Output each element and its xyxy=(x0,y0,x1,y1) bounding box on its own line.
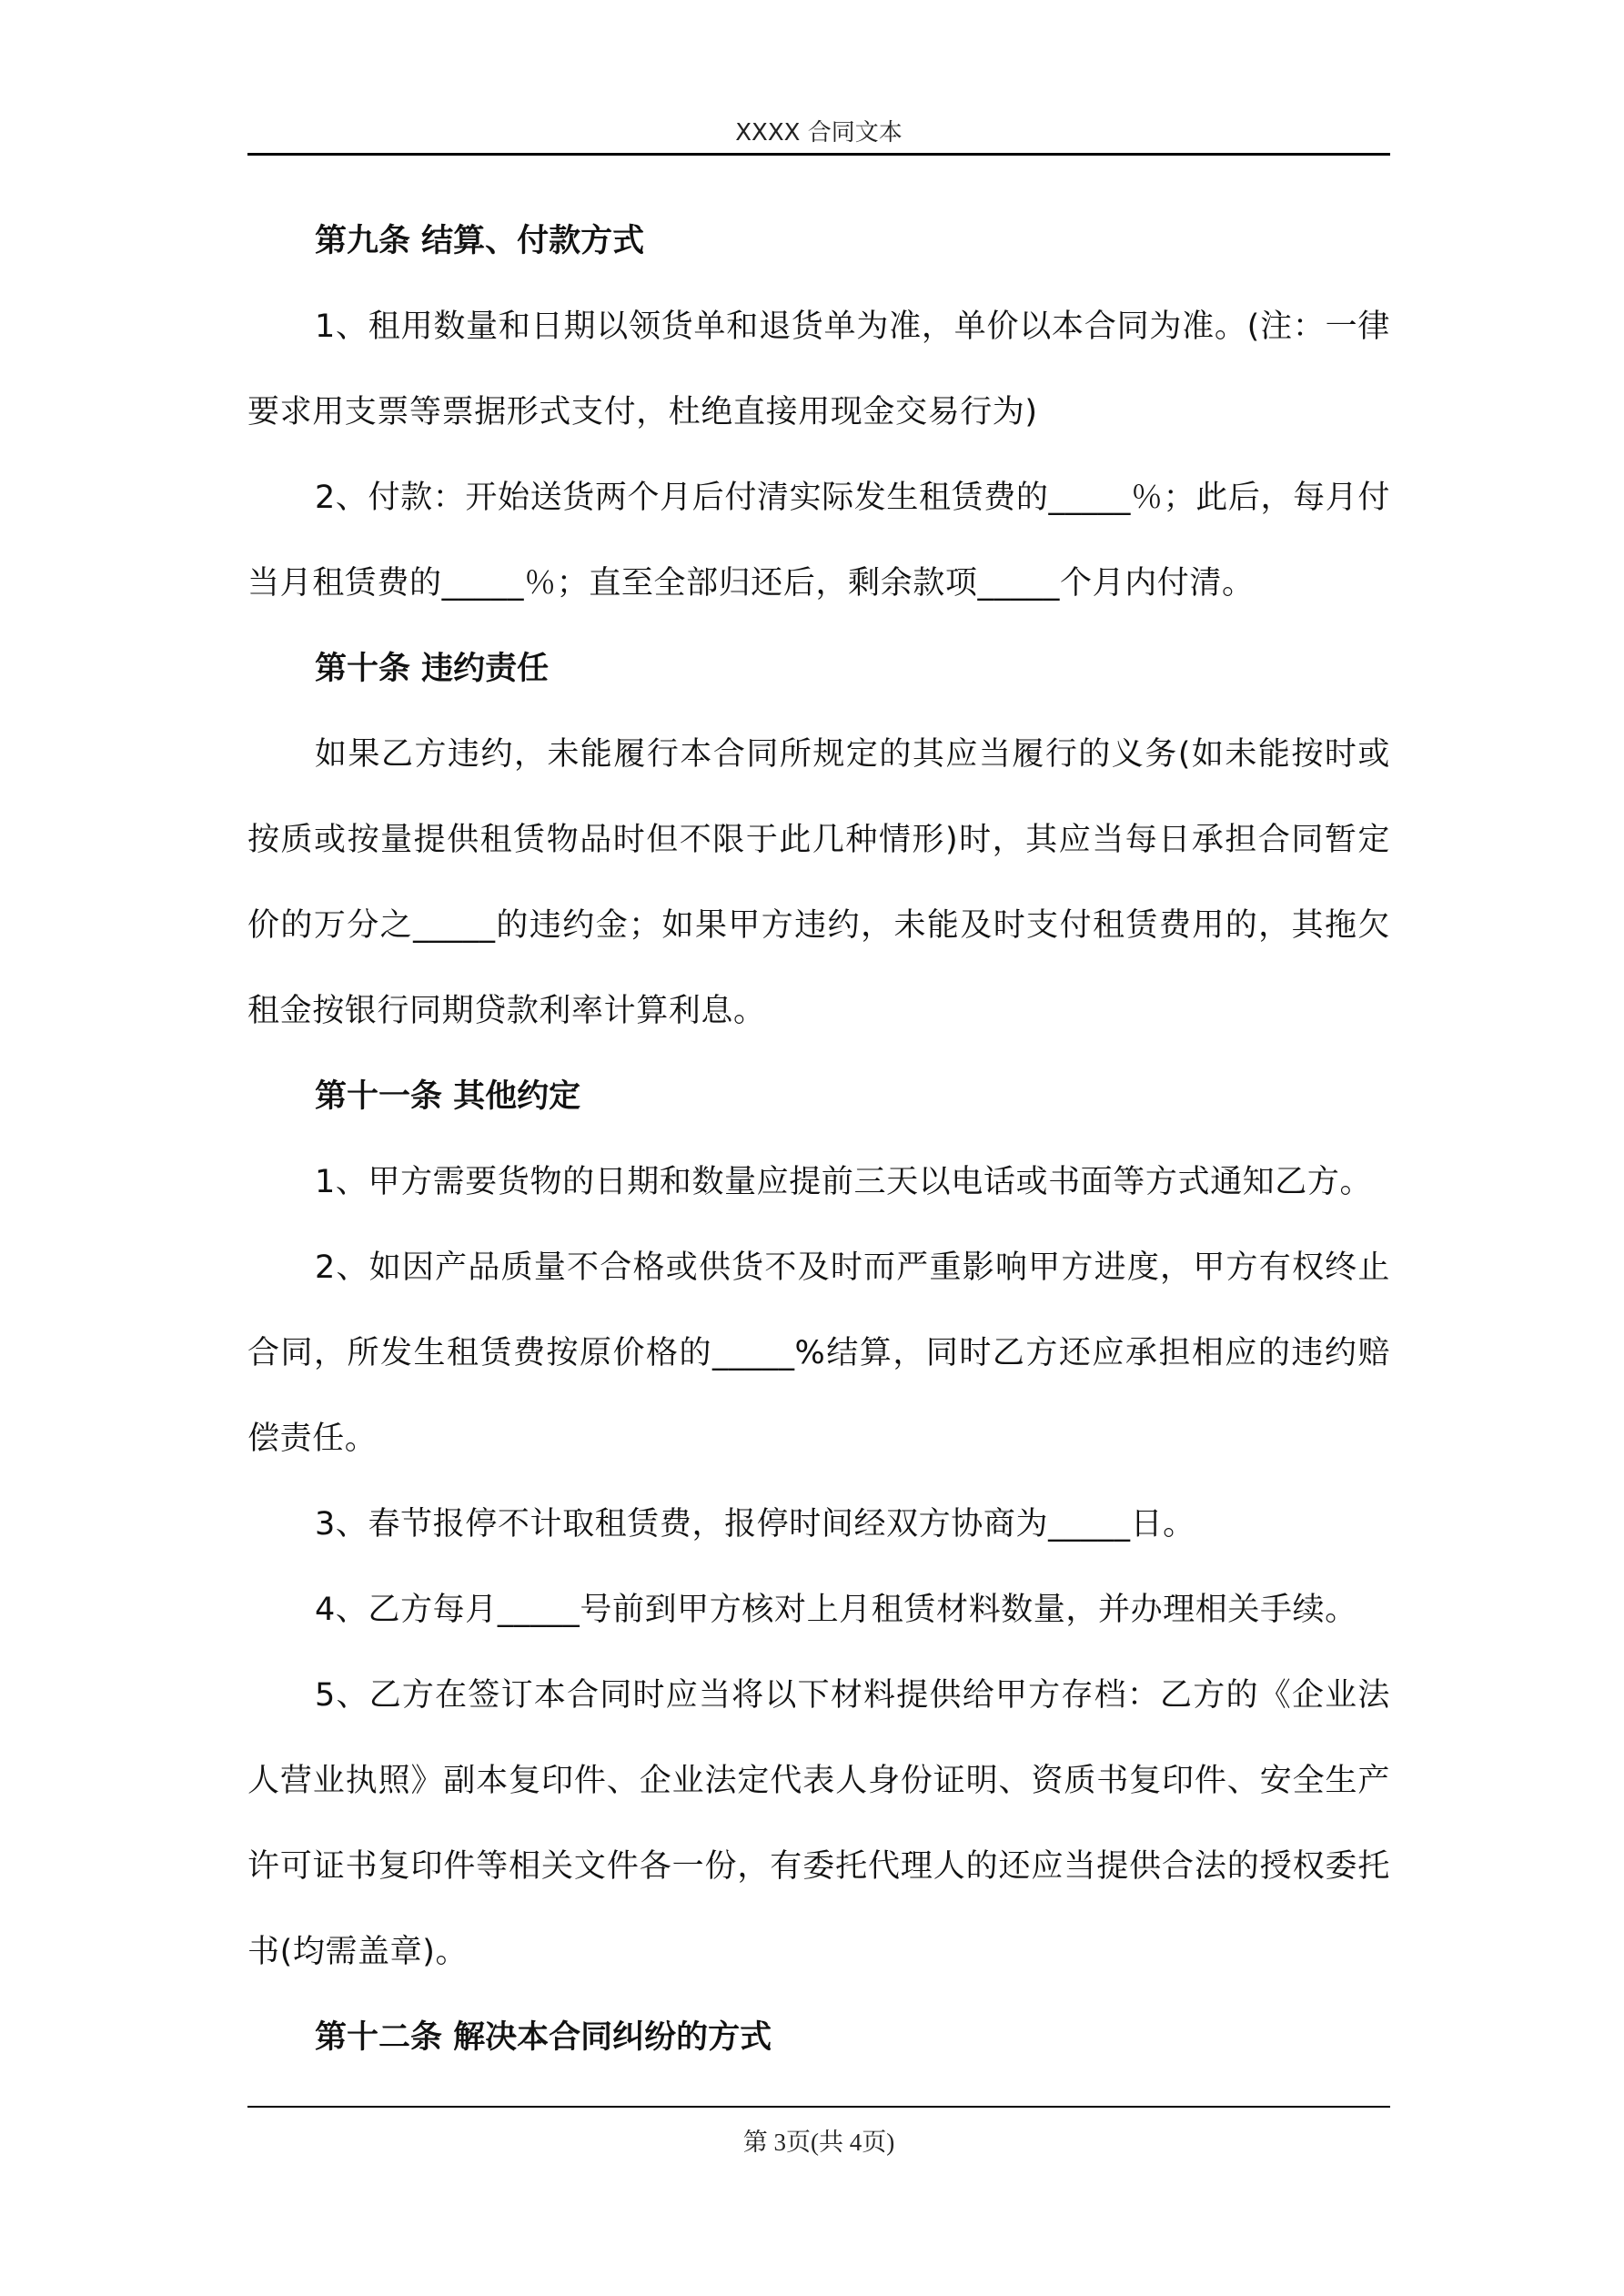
article-10-heading: 第十条 违约责任 xyxy=(315,651,550,687)
article-11-clause-3: 3、春节报停不计取租赁费，报停时间经双方协商为_____日。 xyxy=(315,1506,1195,1542)
article-11-clause-2: 2、如因产品质量不合格或供货不及时而严重影响甲方进度，甲方有权终止合同，所发生租赁费按原价格的_____%结算，同时乙方还应承担相应的违约赔偿责任。 xyxy=(247,1249,1390,1457)
article-11-clause-5: 5、乙方在签订本合同时应当将以下材料提供给甲方存档：乙方的《企业法人营业执照》副本复印件、企业法定代表人身份证明、资质书复印件、安全生产许可证书复印件等相关文件各一份，有委托代理人的还应当提供合法的授权委托书(均需盖章)。 xyxy=(247,1677,1390,1970)
article-10-paragraph: 如果乙方违约，未能履行本合同所规定的其应当履行的义务(如未能按时或按质或按量提供租赁物品时但不限于此几种情形)时，其应当每日承担合同暂定价的万分之_____的违约金；如果甲方违约，未能及时支付租赁费用的，其拖欠租金按银行同期贷款利率计算利息。 xyxy=(247,736,1390,1029)
document-body xyxy=(247,198,1390,2080)
article-9-clause-1: 1、租用数量和日期以领货单和退货单为准，单价以本合同为准。(注：一律要求用支票等票据形式支付，杜绝直接用现金交易行为) xyxy=(247,308,1390,430)
article-11-clause-4: 4、乙方每月_____号前到甲方核对上月租赁材料数量，并办理相关手续。 xyxy=(315,1592,1357,1628)
article-9-clause-2: 2、付款：开始送货两个月后付清实际发生租赁费的_____％；此后，每月付当月租赁费的_____％；直至全部归还后，剩余款项_____个月内付清。 xyxy=(247,480,1390,602)
header-title: XXXX 合同文本 xyxy=(735,119,903,147)
article-12-heading: 第十二条 解决本合同纠纷的方式 xyxy=(315,2019,772,2056)
article-9-heading: 第九条 结算、付款方式 xyxy=(315,223,645,259)
article-11-clause-1: 1、甲方需要货物的日期和数量应提前三天以电话或书面等方式通知乙方。 xyxy=(315,1164,1373,1200)
page-header xyxy=(247,115,1390,156)
page-number: 第 3页(共 4页) xyxy=(742,2129,895,2156)
page-footer xyxy=(247,2106,1390,2158)
article-11-heading: 第十一条 其他约定 xyxy=(315,1078,581,1115)
